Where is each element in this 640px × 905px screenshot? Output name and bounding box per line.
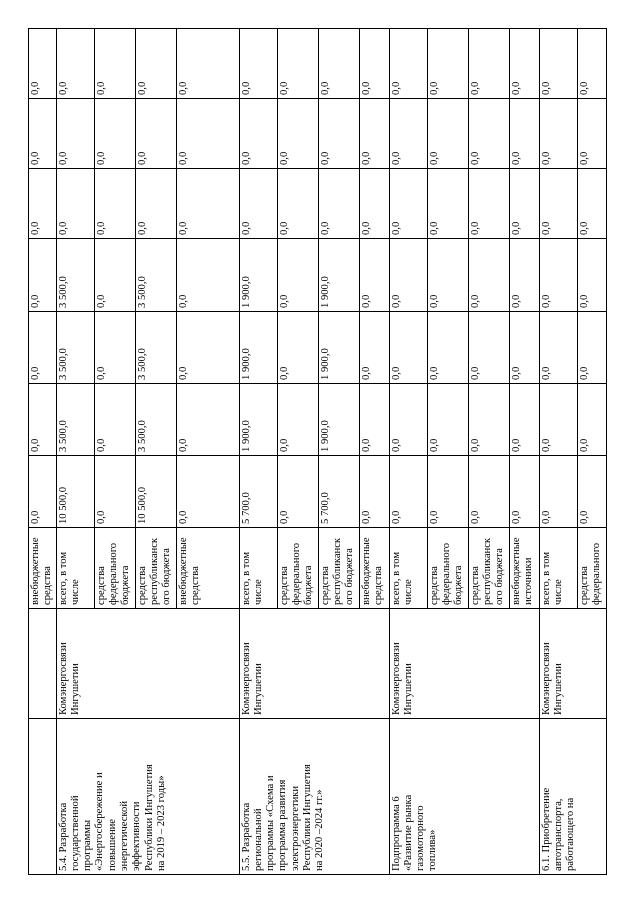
amount-cell: 0,0	[509, 29, 539, 99]
amount-cell: 0,0	[176, 29, 239, 99]
amount-cell: 0,0	[135, 99, 176, 169]
executor-cell	[29, 609, 57, 719]
amount-cell: 3 500,0	[56, 312, 94, 384]
amount-cell: 0,0	[539, 99, 577, 169]
amount-cell: 0,0	[94, 456, 135, 528]
amount-cell: 0,0	[176, 312, 239, 384]
table-row	[56, 29, 94, 875]
amount-cell: 0,0	[468, 29, 509, 99]
amount-cell: 0,0	[389, 384, 427, 456]
amount-cell: 0,0	[318, 99, 359, 169]
amount-cell: 0,0	[577, 312, 606, 384]
amount-cell: 0,0	[427, 384, 468, 456]
amount-cell: 0,0	[239, 169, 277, 239]
funding-source-cell: внебюджетные средства	[359, 528, 389, 609]
program-cell	[29, 719, 57, 875]
funding-source-cell: средства республиканск ого бюджета	[318, 528, 359, 609]
amount-cell: 0,0	[577, 169, 606, 239]
amount-cell: 0,0	[56, 169, 94, 239]
funding-source-cell: средства республиканск ого бюджета	[135, 528, 176, 609]
amount-cell: 0,0	[468, 312, 509, 384]
amount-cell: 0,0	[577, 456, 606, 528]
funding-source-cell: всего, в том числе	[389, 528, 427, 609]
amount-cell: 0,0	[239, 99, 277, 169]
amount-cell: 0,0	[389, 312, 427, 384]
program-cell: 6.1. Приобретение автотранспорта, работающего на	[539, 719, 606, 875]
amount-cell: 0,0	[94, 99, 135, 169]
amount-cell: 0,0	[389, 239, 427, 312]
amount-cell: 0,0	[29, 239, 57, 312]
amount-cell: 0,0	[94, 29, 135, 99]
amount-cell: 0,0	[277, 239, 318, 312]
amount-cell: 0,0	[468, 456, 509, 528]
amount-cell: 1 900,0	[239, 384, 277, 456]
amount-cell: 0,0	[135, 29, 176, 99]
executor-cell: Комэнергосвязи Ингушетии	[389, 609, 539, 719]
amount-cell: 1 900,0	[318, 312, 359, 384]
amount-cell: 0,0	[427, 169, 468, 239]
table-row	[389, 29, 427, 875]
amount-cell: 10 500,0	[135, 456, 176, 528]
funding-source-cell: всего, в том числе	[239, 528, 277, 609]
amount-cell: 0,0	[389, 29, 427, 99]
amount-cell: 0,0	[29, 169, 57, 239]
amount-cell: 0,0	[94, 169, 135, 239]
amount-cell: 10 500,0	[56, 456, 94, 528]
amount-cell: 0,0	[359, 169, 389, 239]
amount-cell: 0,0	[577, 239, 606, 312]
funding-source-cell: всего, в том числе	[539, 528, 577, 609]
executor-cell: Комэнергосвязи Ингушетии	[56, 609, 239, 719]
amount-cell: 0,0	[468, 239, 509, 312]
amount-cell: 0,0	[389, 456, 427, 528]
amount-cell: 0,0	[56, 29, 94, 99]
amount-cell: 1 900,0	[318, 239, 359, 312]
funding-source-cell: средства федерального	[577, 528, 606, 609]
table-row	[539, 29, 577, 875]
amount-cell: 0,0	[318, 29, 359, 99]
amount-cell: 0,0	[427, 29, 468, 99]
amount-cell: 0,0	[94, 312, 135, 384]
amount-cell: 0,0	[277, 456, 318, 528]
amount-cell: 0,0	[509, 456, 539, 528]
funding-source-cell: внебюджетные средства	[176, 528, 239, 609]
amount-cell: 0,0	[539, 312, 577, 384]
amount-cell: 0,0	[509, 169, 539, 239]
amount-cell: 0,0	[94, 239, 135, 312]
table-row	[29, 29, 57, 875]
amount-cell: 0,0	[277, 312, 318, 384]
amount-cell: 0,0	[427, 99, 468, 169]
amount-cell: 0,0	[427, 312, 468, 384]
amount-cell: 0,0	[389, 169, 427, 239]
amount-cell: 0,0	[277, 29, 318, 99]
funding-source-cell: средства федерального бюджета	[94, 528, 135, 609]
amount-cell: 0,0	[135, 169, 176, 239]
funding-source-cell: средства республиканск ого бюджета	[468, 528, 509, 609]
amount-cell: 0,0	[277, 169, 318, 239]
funding-source-cell: средства федерального бюджета	[277, 528, 318, 609]
amount-cell: 0,0	[56, 99, 94, 169]
amount-cell: 0,0	[176, 456, 239, 528]
budget-table	[28, 28, 607, 875]
executor-cell: Комэнергосвязи Ингушетии	[239, 609, 389, 719]
amount-cell: 1 900,0	[318, 384, 359, 456]
amount-cell: 0,0	[239, 29, 277, 99]
amount-cell: 0,0	[29, 312, 57, 384]
amount-cell: 0,0	[318, 169, 359, 239]
amount-cell: 0,0	[359, 456, 389, 528]
amount-cell: 0,0	[176, 384, 239, 456]
amount-cell: 0,0	[577, 99, 606, 169]
amount-cell: 3 500,0	[56, 384, 94, 456]
funding-source-cell: средства федерального бюджета	[427, 528, 468, 609]
funding-source-cell: всего, в том числе	[56, 528, 94, 609]
amount-cell: 0,0	[539, 169, 577, 239]
amount-cell: 3 500,0	[56, 239, 94, 312]
amount-cell: 1 900,0	[239, 239, 277, 312]
amount-cell: 0,0	[176, 239, 239, 312]
amount-cell: 5 700,0	[239, 456, 277, 528]
amount-cell: 3 500,0	[135, 312, 176, 384]
program-cell: Подпрограмма 6 «Развитие рынка газомоторного топлива»	[389, 719, 539, 875]
amount-cell: 0,0	[359, 312, 389, 384]
amount-cell: 0,0	[359, 29, 389, 99]
amount-cell: 0,0	[509, 239, 539, 312]
amount-cell: 1 900,0	[239, 312, 277, 384]
amount-cell: 0,0	[539, 29, 577, 99]
amount-cell: 0,0	[509, 384, 539, 456]
funding-source-cell: внебюджетные средства	[29, 528, 57, 609]
amount-cell: 0,0	[427, 456, 468, 528]
amount-cell: 0,0	[94, 384, 135, 456]
amount-cell: 0,0	[509, 99, 539, 169]
amount-cell: 3 500,0	[135, 384, 176, 456]
executor-cell: Комэнергосвязи Ингушетии	[539, 609, 606, 719]
program-cell: 5.4. Разработка государственной программы «Энергосбережение и повышение энергетической эффективности Республики Ингушетия на 2019 – 2023 годы»	[56, 719, 239, 875]
table-row	[239, 29, 277, 875]
amount-cell: 0,0	[389, 99, 427, 169]
amount-cell: 0,0	[539, 384, 577, 456]
amount-cell: 0,0	[468, 384, 509, 456]
amount-cell: 0,0	[176, 169, 239, 239]
amount-cell: 0,0	[29, 384, 57, 456]
amount-cell: 0,0	[359, 99, 389, 169]
amount-cell: 0,0	[539, 239, 577, 312]
amount-cell: 0,0	[176, 99, 239, 169]
amount-cell: 0,0	[577, 29, 606, 99]
amount-cell: 0,0	[427, 239, 468, 312]
funding-source-cell: внебюджетные источники	[509, 528, 539, 609]
amount-cell: 0,0	[277, 384, 318, 456]
amount-cell: 0,0	[29, 99, 57, 169]
amount-cell: 0,0	[539, 456, 577, 528]
amount-cell: 0,0	[277, 99, 318, 169]
amount-cell: 0,0	[29, 29, 57, 99]
table-body	[29, 29, 607, 875]
program-cell: 5.5. Разработка региональной программы «Схема и программа развития электроэнергетики Республики Ингушетия на 2020 –2024 гг.»	[239, 719, 389, 875]
amount-cell: 0,0	[468, 169, 509, 239]
amount-cell: 0,0	[359, 384, 389, 456]
amount-cell: 0,0	[468, 99, 509, 169]
amount-cell: 3 500,0	[135, 239, 176, 312]
amount-cell: 0,0	[509, 312, 539, 384]
amount-cell: 0,0	[577, 384, 606, 456]
amount-cell: 0,0	[359, 239, 389, 312]
amount-cell: 5 700,0	[318, 456, 359, 528]
amount-cell: 0,0	[29, 456, 57, 528]
